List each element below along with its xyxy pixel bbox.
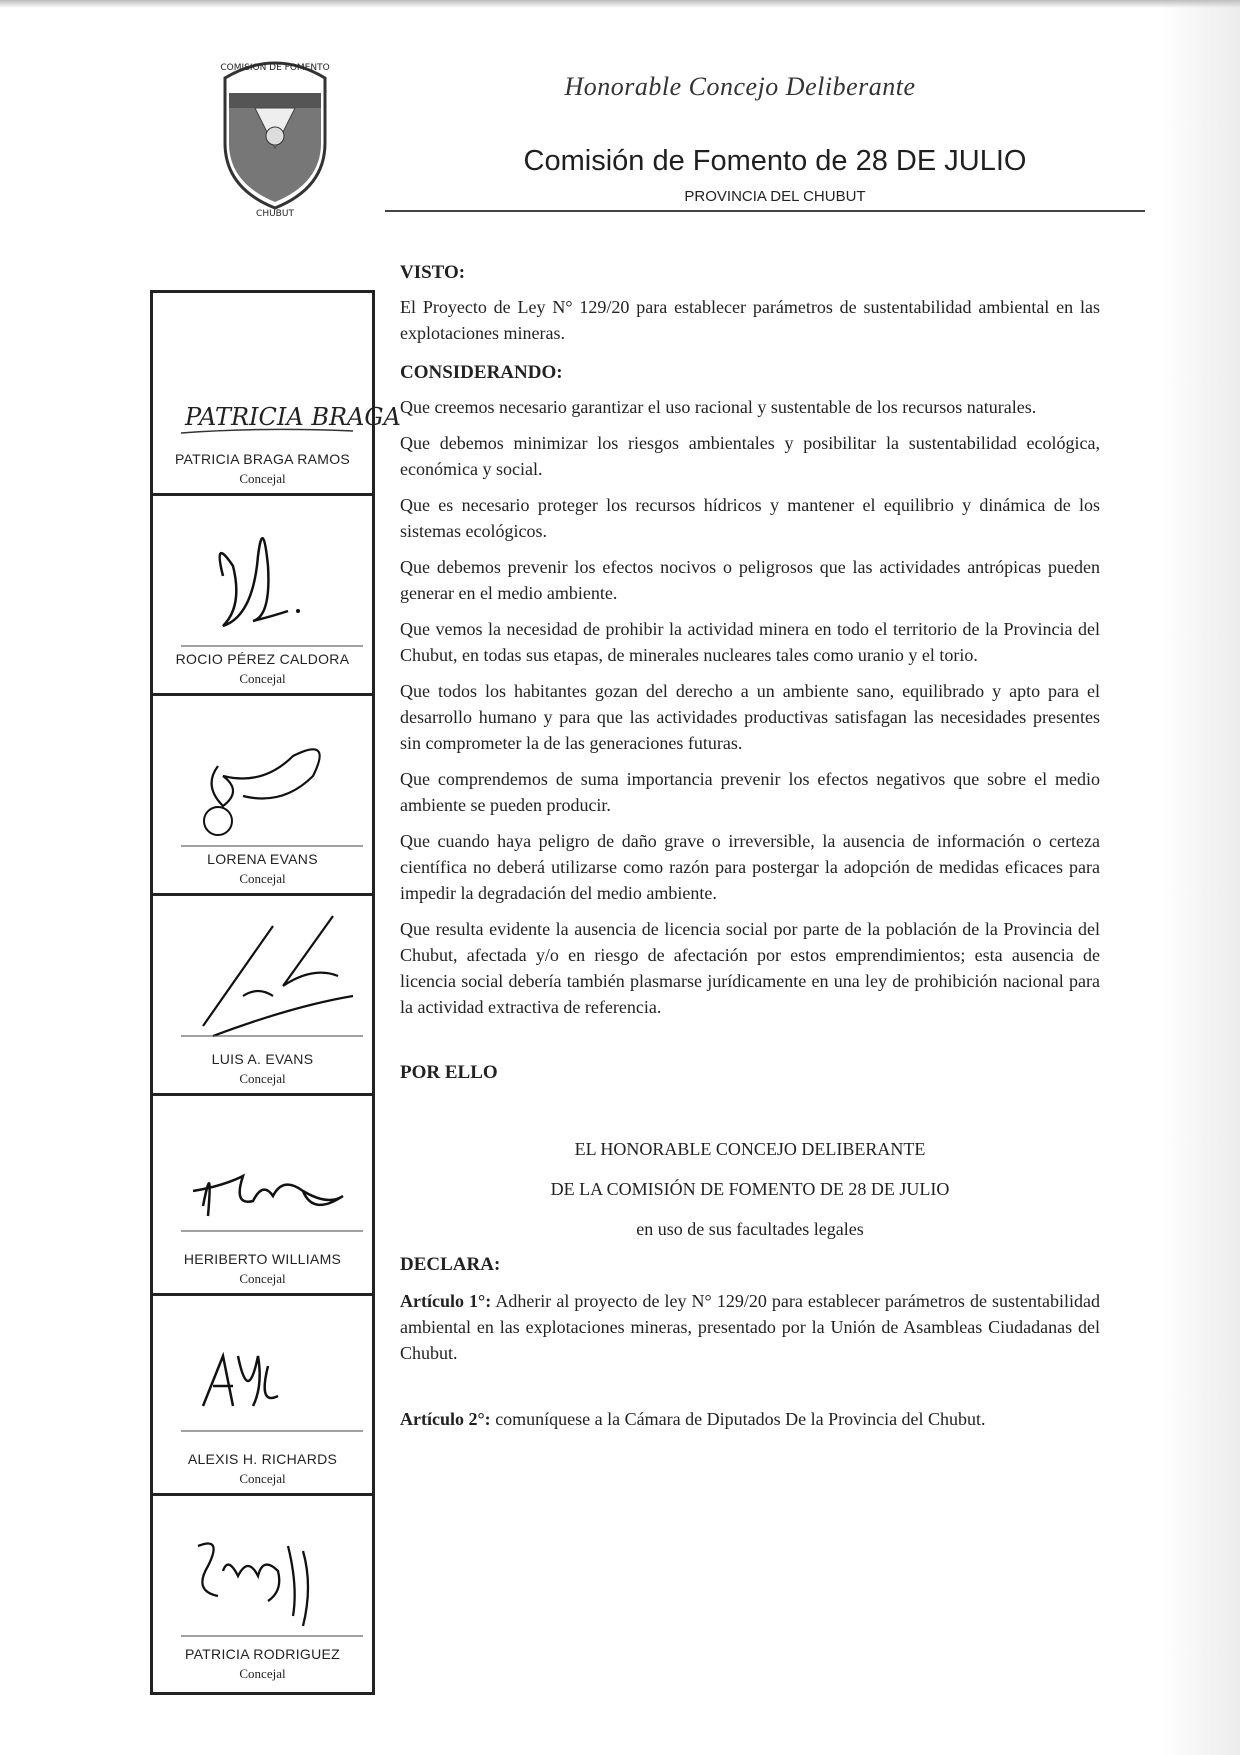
signatory-name: ROCIO PÉREZ CALDORA xyxy=(175,651,350,667)
article-text: Adherir al proyecto de ley N° 129/20 para establecer parámetros de sustentabilidad ambiental en las explotaciones mineras, presentado por la Unión de Asambleas Ciudadanas del Chubut. xyxy=(400,1291,1100,1363)
resolve-line-2: DE LA COMISIÓN DE FOMENTO DE 28 DE JULIO xyxy=(550,1179,950,1199)
signatory-role: Concejal xyxy=(239,1071,286,1086)
handwritten-name: PATRICIA BRAGA xyxy=(185,403,401,431)
signatory-role: Concejal xyxy=(239,1271,286,1286)
article-label: Artículo 2°: xyxy=(400,1409,491,1429)
article-text: comuníquese a la Cámara de Diputados De la Provincia del Chubut. xyxy=(495,1409,986,1429)
crest-bottom-text: CHUBUT xyxy=(256,209,294,219)
signature-column xyxy=(150,290,401,1695)
considerando-item: Que resulta evidente la ausencia de licencia social por parte de la población de la Provincia del Chubut, afectada y/o en riesgo de afectación por estos emprendimientos; esta ausencia de licencia social debería también plasmarse jurídicamente en una ley de prohibición nacional para la actividad extractiva de referencia. xyxy=(400,919,1100,1017)
signature-box xyxy=(153,696,372,896)
page-title: Comisión de Fomento de 28 DE JULIO xyxy=(523,145,1027,177)
signatory-role: Concejal xyxy=(239,671,286,686)
signatory-name: PATRICIA RODRIGUEZ xyxy=(184,1646,340,1662)
article-1 xyxy=(400,1288,1100,1366)
visto-text: El Proyecto de Ley N° 129/20 para establecer parámetros de sustentabilidad ambiental en las explotaciones mineras. xyxy=(400,297,1100,343)
handwritten-signature-icon xyxy=(163,896,363,1076)
signatory-name: HERIBERTO WILLIAMS xyxy=(183,1251,342,1267)
considerando-item: Que todos los habitantes gozan del derecho a un ambiente sano, equilibrado y apto para el desarrollo humano y para que las actividades productivas satisfagan las necesidades presentes sin comprometer la de las generaciones futuras. xyxy=(400,681,1100,753)
handwritten-signature-icon xyxy=(163,696,363,876)
por-ello-heading: POR ELLO xyxy=(400,1062,498,1083)
considerando-item: Que comprendemos de suma importancia prevenir los efectos negativos que sobre el medio ambiente se pueden producir. xyxy=(400,769,1100,815)
considerando-item: Que creemos necesario garantizar el uso racional y sustentable de los recursos naturales. xyxy=(400,397,1037,417)
province-subtitle: PROVINCIA DEL CHUBUT xyxy=(684,188,866,205)
handwritten-signature-icon xyxy=(163,1096,363,1276)
resolve-line-1: EL HONORABLE CONCEJO DELIBERANTE xyxy=(574,1139,926,1159)
signatory-name: ALEXIS H. RICHARDS xyxy=(187,1451,338,1467)
signature-box xyxy=(153,1496,372,1692)
declara-heading: DECLARA: xyxy=(400,1254,501,1275)
signature-box xyxy=(153,896,372,1096)
crest-emblem xyxy=(215,48,335,218)
signatory-name: PATRICIA BRAGA RAMOS xyxy=(174,451,351,467)
signatory-role: Concejal xyxy=(239,871,286,886)
signatory-role: Concejal xyxy=(239,1471,286,1486)
article-label: Artículo 1°: xyxy=(400,1291,492,1311)
signatory-name: LUIS A. EVANS xyxy=(211,1051,314,1067)
scan-shadow xyxy=(1160,0,1240,1755)
handwritten-signature-icon xyxy=(163,496,363,676)
considerando-item: Que cuando haya peligro de daño grave o irreversible, la ausencia de información o certeza científica no deberá utilizarse como razón para postergar la adopción de medidas eficaces para impedir la degradación del medio ambiente. xyxy=(400,831,1100,903)
signature-box xyxy=(153,1096,372,1296)
signatory-name: LORENA EVANS xyxy=(207,851,318,867)
signatory-role: Concejal xyxy=(239,1666,286,1681)
signature-box xyxy=(153,1296,372,1496)
considerando-item: Que debemos prevenir los efectos nocivos o peligrosos que las actividades antrópicas pueden generar en el medio ambiente. xyxy=(400,557,1100,603)
document-body xyxy=(400,260,1100,1442)
considerando-item: Que es necesario proteger los recursos hídricos y mantener el equilibrio y dinámica de los sistemas ecológicos. xyxy=(400,495,1100,541)
handwritten-signature-icon xyxy=(163,293,401,473)
scan-top-edge xyxy=(0,0,1240,8)
header-divider xyxy=(385,210,1145,212)
handwritten-signature-icon xyxy=(163,1296,363,1476)
considerando-heading: CONSIDERANDO: xyxy=(400,362,563,383)
resolve-line-3: en uso de sus facultades legales xyxy=(636,1219,864,1239)
visto-heading: VISTO: xyxy=(400,262,466,283)
article-2 xyxy=(400,1406,1100,1432)
signatory-role: Concejal xyxy=(239,471,286,486)
signature-box xyxy=(153,496,372,696)
council-script-title: Honorable Concejo Deliberante xyxy=(564,72,916,101)
signature-box xyxy=(153,293,401,496)
considerando-item: Que vemos la necesidad de prohibir la actividad minera en todo el territorio de la Provincia del Chubut, en todas sus etapas, de minerales nucleares tales como uranio y el torio. xyxy=(400,619,1100,665)
crest-top-text: COMISION DE FOMENTO xyxy=(220,63,330,73)
considerando-item: Que debemos minimizar los riesgos ambientales y posibilitar la sustentabilidad ecológica, económica y social. xyxy=(400,433,1100,479)
